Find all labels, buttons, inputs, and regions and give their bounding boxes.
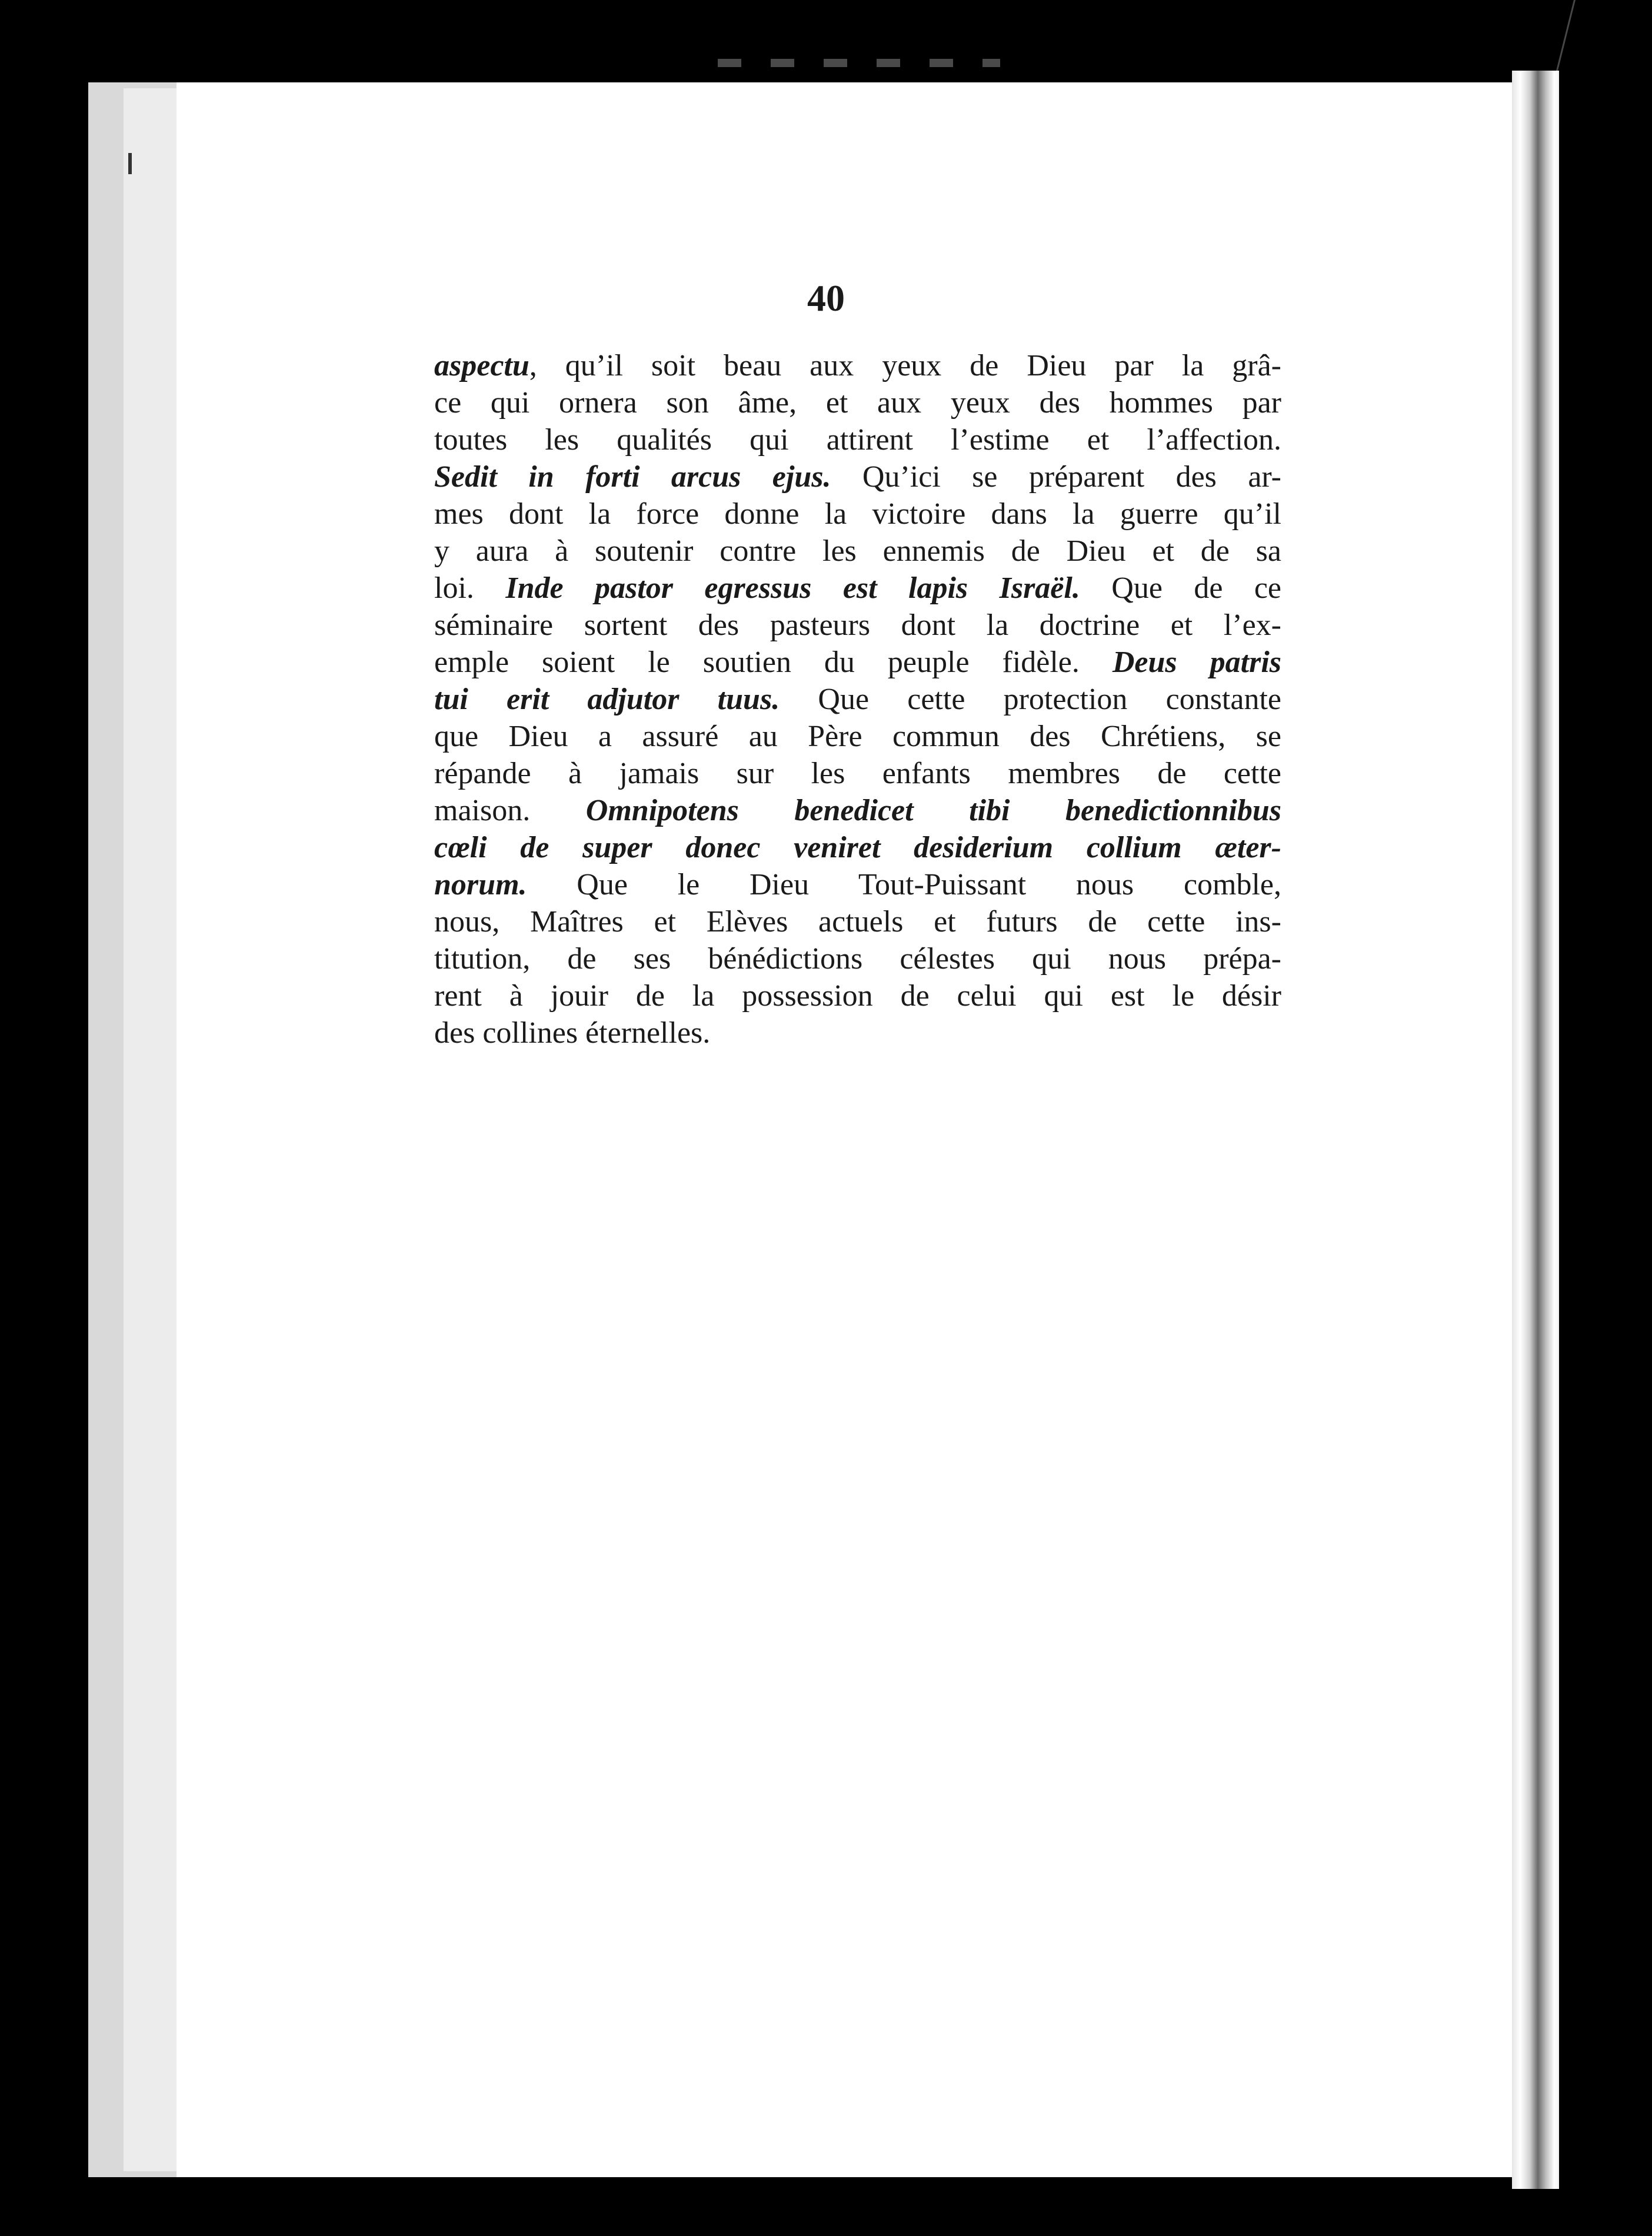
latin-quote: aspectu [434,349,529,382]
scan-artifact-top [718,59,1000,67]
text-line [434,792,1281,829]
text-segment: Qu’ici se préparent des ar- [831,460,1281,494]
text-line [434,384,1281,421]
text-segment: emple soient le soutien du peuple fidèle. [434,645,1113,679]
text-segment: répande à jamais sur les enfants membres de cette [434,757,1281,790]
text-line [434,495,1281,533]
page-number: 40 [807,277,845,319]
text-segment: titution, de ses bénédictions célestes qui nous prépa- [434,942,1281,976]
text-segment: loi. [434,571,506,605]
text-line [434,533,1281,570]
text-line [434,347,1281,384]
text-segment: séminaire sortent des pasteurs dont la doctrine et l’ex- [434,608,1281,642]
text-segment: ce qui ornera son âme, et aux yeux des hommes par [434,386,1281,420]
page-edge-shadow [1512,71,1559,2189]
text-line [434,977,1281,1014]
text-segment: toutes les qualités qui attirent l’estime et l’affection. [434,423,1281,457]
body-text [434,347,1281,1052]
latin-quote: Inde pastor egressus est lapis Israël. [505,571,1080,605]
text-line [434,607,1281,644]
scan-artifact-corner [1556,0,1628,71]
text-line [434,755,1281,792]
latin-quote: norum. [434,868,527,901]
latin-quote: Omnipotens benedicet tibi benedictionnibus [585,794,1281,827]
text-line [434,421,1281,458]
text-segment: des collines éternelles. [434,1016,711,1050]
margin-mark [128,153,132,174]
text-segment: y aura à soutenir contre les ennemis de Dieu et de sa [434,534,1281,568]
text-segment: maison. [434,794,586,827]
text-line [434,940,1281,977]
text-segment: que Dieu a assuré au Père commun des Chrétiens, se [434,720,1281,753]
latin-quote: tui erit adjutor tuus. [434,683,780,716]
latin-quote: Deus patris [1112,645,1281,679]
text-segment: rent à jouir de la possession de celui qui est le désir [434,979,1281,1013]
text-segment: mes dont la force donne la victoire dans la guerre qu’il [434,497,1281,531]
text-line [434,681,1281,718]
text-line [434,644,1281,681]
text-segment: nous, Maîtres et Elèves actuels et futurs de cette ins- [434,905,1281,939]
latin-quote: cœli de super donec veniret desiderium collium æter- [434,831,1281,864]
text-line [434,570,1281,607]
latin-quote: Sedit in forti arcus ejus. [434,460,831,494]
text-line [434,1014,1281,1052]
text-segment: Que le Dieu Tout-Puissant nous comble, [527,868,1281,901]
text-segment: , qu’il soit beau aux yeux de Dieu par la grâ- [529,349,1281,382]
text-line [434,866,1281,903]
text-line [434,903,1281,940]
text-segment: Que de ce [1080,571,1282,605]
text-line [434,718,1281,755]
text-line [434,458,1281,495]
text-segment: Que cette protection constante [780,683,1281,716]
text-line [434,829,1281,866]
